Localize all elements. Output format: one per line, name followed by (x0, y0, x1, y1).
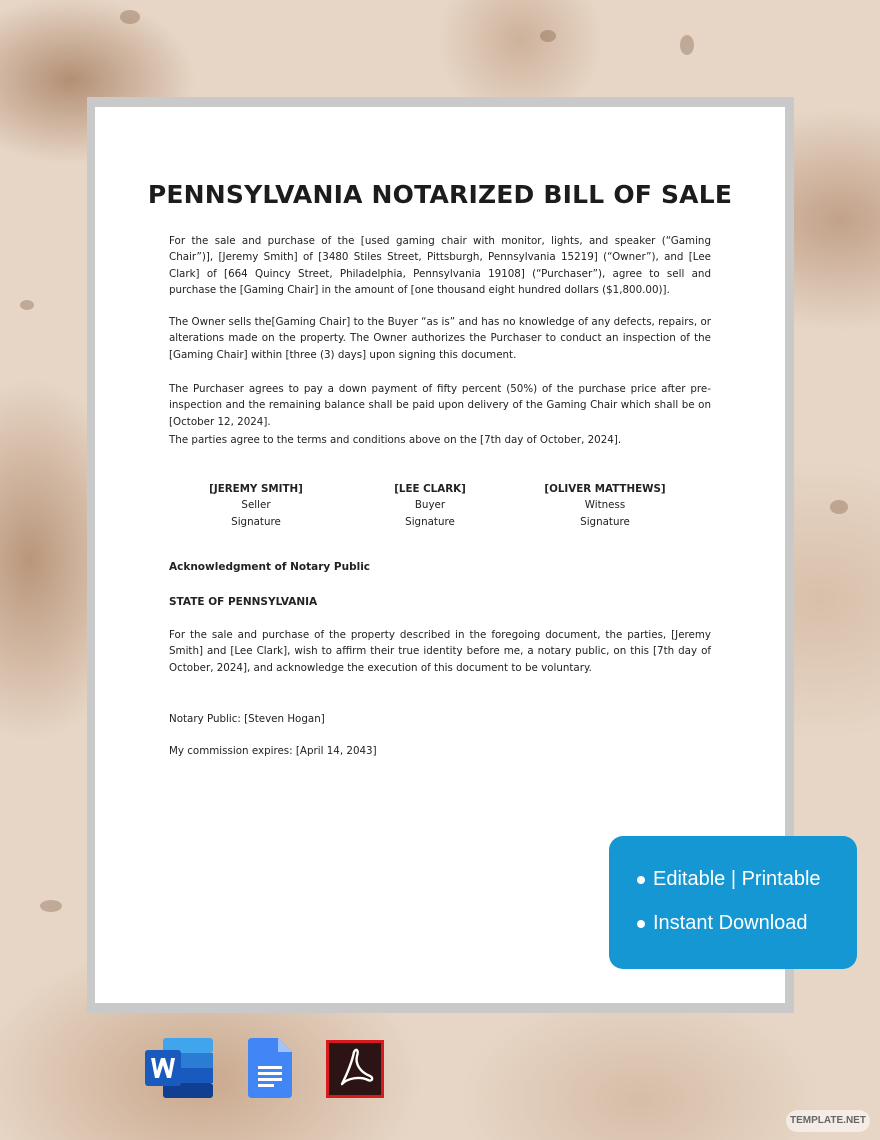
signature-role: Buyer (414, 499, 446, 512)
signature-role: Seller (241, 499, 271, 512)
feature-download (637, 912, 808, 935)
signature-seller (166, 481, 346, 530)
acknowledgment-paragraph: For the sale and purchase of the property described in the foregoing document, the parties, [Jeremy Smith] and [Lee Clark], wish to affirm their true identity before me, a notary public, on this [7th day of October, 2024], and acknowledge the execution of this document to be voluntary. (169, 629, 711, 674)
background-texture (540, 30, 556, 42)
feature-editable-label: Editable | Printable (653, 868, 821, 890)
paragraph-as-is: The Owner sells the[Gaming Chair] to the Buyer “as is” and has no knowledge of any defects, repairs, or alterations made on the property. The Owner authorizes the Purchaser to conduct an inspection of the [Gaming Chair] within [three (3) days] upon signing this document. (169, 316, 711, 361)
google-docs-icon[interactable] (248, 1038, 292, 1098)
feature-badge (609, 836, 857, 969)
word-icon[interactable] (145, 1038, 213, 1098)
notary-public-line: Notary Public: [Steven Hogan] (169, 713, 325, 725)
background-texture (830, 500, 848, 514)
background-texture (680, 35, 694, 55)
signature-label: Signature (580, 515, 630, 528)
paragraph-sale-terms: For the sale and purchase of the [used gaming chair with monitor, lights, and speaker (“Gaming Chair”)], [Jeremy Smith] of [3480 Stiles Street, Pittsburgh, Pennsylvania 15219] (“Owner”), and [Lee Clark] of [664 Quincy Street, Philadelphia, Pennsylvania 19108] (“Purchaser”), agree to sell and purchase the [Gaming Chair] in the amount of [one thousand eight hundred dollars ($1,800.00)]. (169, 235, 711, 296)
paragraph-payment: The Purchaser agrees to pay a down payment of fifty percent (50%) of the purchase price after pre-inspection and the remaining balance shall be paid upon delivery of the Gaming Chair which shall be on [October 12, 2024]. (169, 383, 711, 428)
acknowledgment-heading: Acknowledgment of Notary Public (169, 561, 371, 573)
bullet-icon (637, 920, 645, 928)
background-texture (40, 900, 62, 912)
signature-name: [JEREMY SMITH] (209, 483, 303, 495)
paragraph-agreement-date: The parties agree to the terms and conditions above on the [7th day of October, 2024]. (169, 434, 622, 446)
background-texture (20, 300, 34, 310)
document-title: PENNSYLVANIA NOTARIZED BILL OF SALE (147, 180, 733, 209)
background-texture (120, 10, 140, 24)
feature-editable (637, 868, 821, 891)
pdf-icon[interactable] (326, 1040, 384, 1098)
signature-label: Signature (231, 515, 281, 528)
commission-expiry-line: My commission expires: [April 14, 2043] (169, 745, 377, 757)
bullet-icon (637, 876, 645, 884)
signature-role: Witness (584, 499, 626, 512)
template-watermark: TEMPLATE.NET (786, 1110, 870, 1132)
state-heading: STATE OF PENNSYLVANIA (169, 596, 318, 608)
signature-name: [OLIVER MATTHEWS] (544, 483, 666, 495)
signature-witness (515, 481, 695, 530)
signature-label: Signature (405, 515, 455, 528)
signature-buyer (340, 481, 520, 530)
signature-name: [LEE CLARK] (394, 483, 466, 495)
feature-download-label: Instant Download (653, 912, 808, 934)
